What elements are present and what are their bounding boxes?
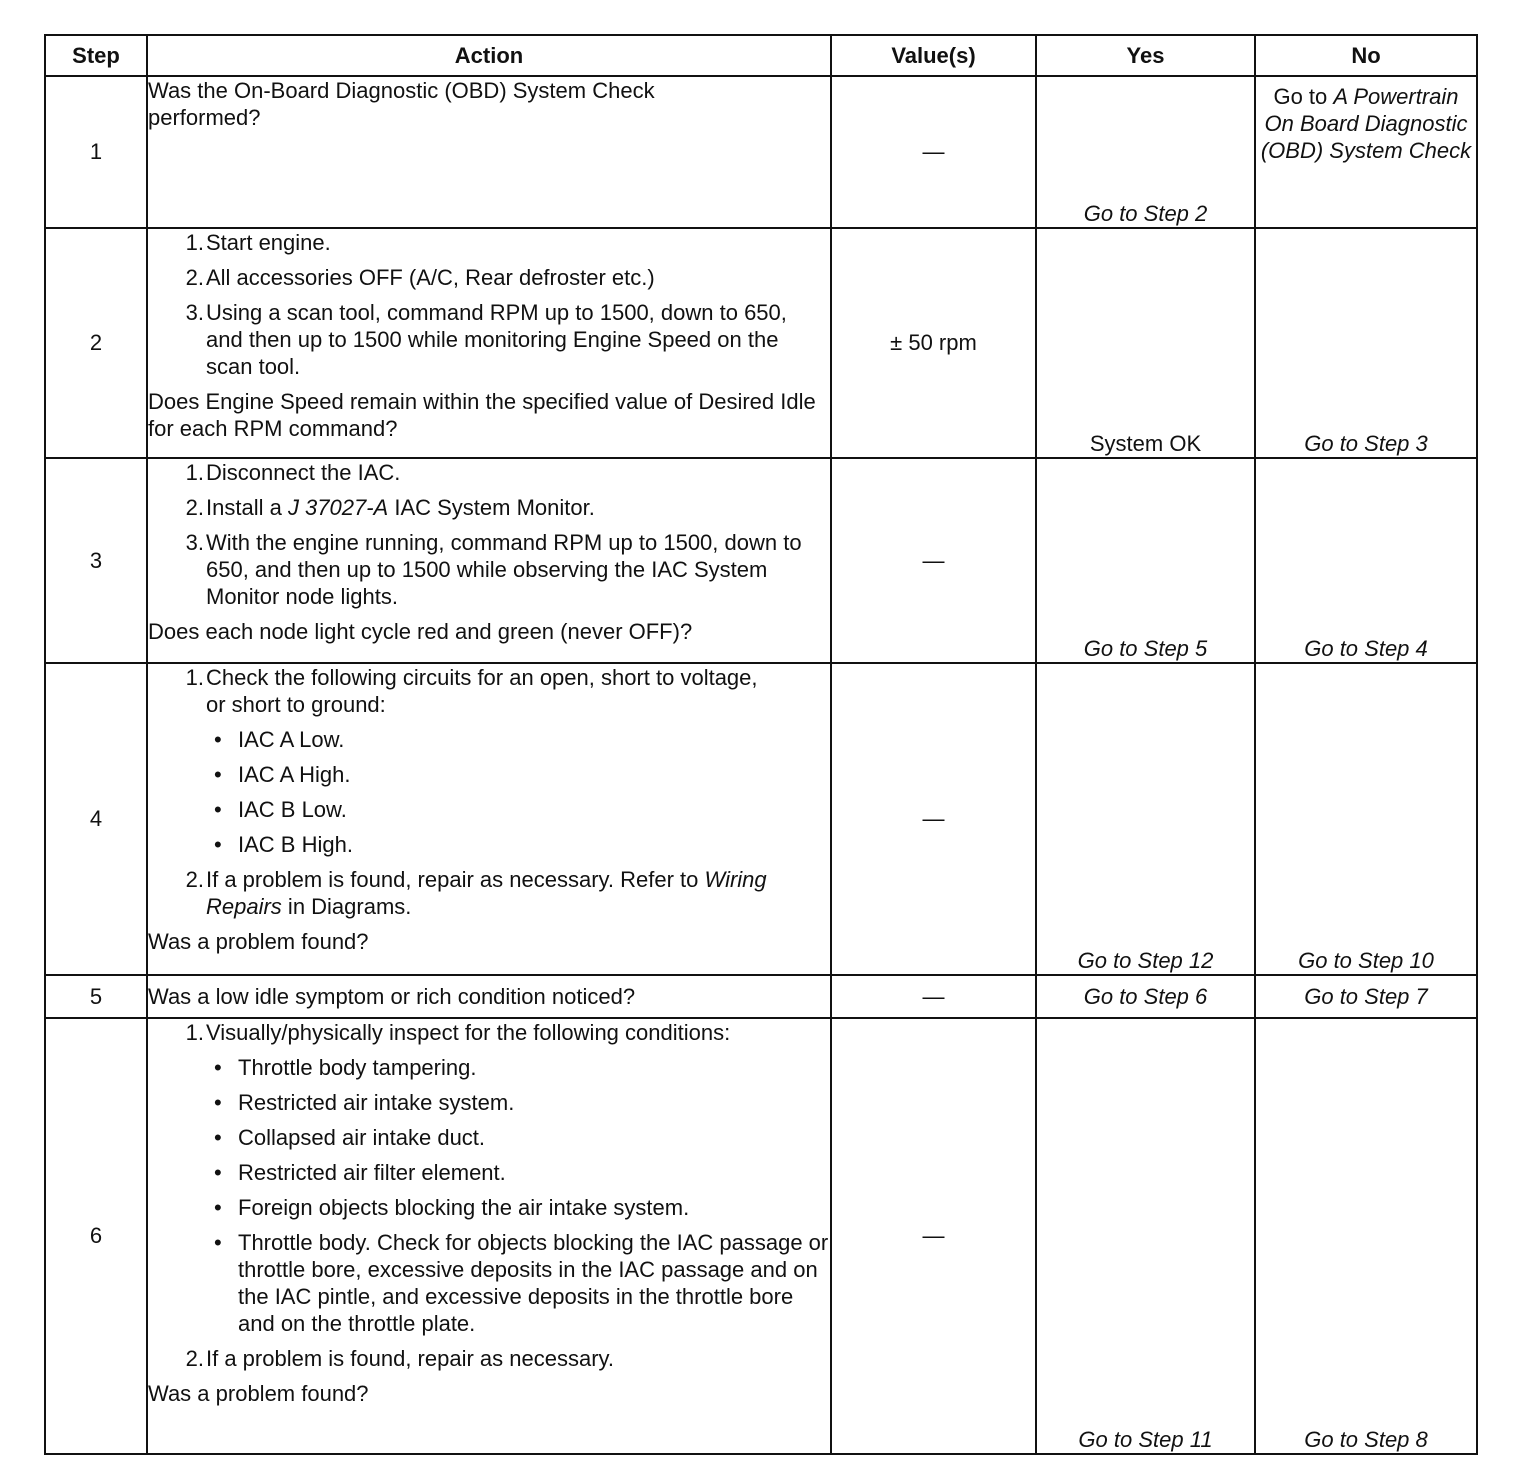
list-item: 1. Disconnect the IAC. [185, 460, 401, 485]
step-number: 5 [45, 975, 147, 1018]
action-cell [147, 228, 831, 458]
list-item: 1. Check the following circuits for an open, short to voltage, or short to ground: [185, 665, 758, 717]
bullet-item: • Restricted air intake system. [214, 1090, 515, 1115]
table-row [45, 975, 1477, 1018]
table-row [45, 76, 1477, 228]
no-cell: Go to Step 3 [1255, 228, 1477, 458]
no-cell: Go to Step 8 [1255, 1018, 1477, 1454]
action-cell [147, 458, 831, 663]
bullet-item: • IAC B High. [214, 832, 353, 857]
table-row [45, 228, 1477, 458]
value-cell: — [831, 76, 1036, 228]
value-cell: — [831, 1018, 1036, 1454]
action-cell [147, 663, 831, 975]
no-cell: Go to Step 4 [1255, 458, 1477, 663]
bullet-item: • Foreign objects blocking the air intake system. [214, 1195, 690, 1220]
list-item: 2. If a problem is found, repair as necessary. Refer to Wiring Repairs in Diagrams. [185, 867, 767, 919]
list-item: 1. Start engine. [185, 230, 331, 255]
step-number: 3 [45, 458, 147, 663]
step-number: 4 [45, 663, 147, 975]
header-step: Step [45, 35, 147, 76]
bullet-item: • IAC A High. [214, 762, 351, 787]
no-prefix: Go to [1273, 84, 1334, 109]
bullet-item: • Throttle body. Check for objects blocking the IAC passage or throttle bore, excessive deposits in the IAC passage and on the IAC pintle, and excessive deposits in the throttle bore and on the throttle plate. [214, 1230, 829, 1336]
table-row [45, 663, 1477, 975]
yes-cell: Go to Step 12 [1036, 663, 1255, 975]
list-item: 2. All accessories OFF (A/C, Rear defroster etc.) [185, 265, 655, 290]
yes-cell: System OK [1036, 228, 1255, 458]
list-item: 3. With the engine running, command RPM up to 1500, down to 650, and then up to 1500 while observing the IAC System Monitor node lights. [185, 530, 802, 609]
bullet-item: • Restricted air filter element. [214, 1160, 506, 1185]
step-number: 1 [45, 76, 147, 228]
step-number: 2 [45, 228, 147, 458]
header-no: No [1255, 35, 1477, 76]
yes-cell: Go to Step 5 [1036, 458, 1255, 663]
tool-reference: J 37027-A [287, 495, 389, 520]
list-item: 2. If a problem is found, repair as necessary. [185, 1346, 615, 1371]
action-cell [147, 1018, 831, 1454]
question-text: Does each node light cycle red and green (never OFF)? [148, 619, 693, 644]
yes-cell: Go to Step 2 [1036, 76, 1255, 228]
question-text: Does Engine Speed remain within the specified value of Desired Idle for each RPM command? [148, 389, 816, 441]
value-cell: — [831, 458, 1036, 663]
question-text: Was a problem found? [148, 929, 369, 954]
no-cell: Go to Step 10 [1255, 663, 1477, 975]
diagnostic-table [44, 34, 1478, 1455]
question-text: Was a low idle symptom or rich condition noticed? [147, 975, 831, 1018]
action-cell [147, 76, 831, 228]
bullet-item: • Throttle body tampering. [214, 1055, 477, 1080]
table-row [45, 458, 1477, 663]
wiring-repairs-reference: Wiring Repairs [206, 867, 767, 919]
step-number: 6 [45, 1018, 147, 1454]
question-text: Was a problem found? [148, 1381, 369, 1406]
bullet-item: • IAC A Low. [214, 727, 345, 752]
header-values: Value(s) [831, 35, 1036, 76]
value-cell: — [831, 975, 1036, 1018]
header-yes: Yes [1036, 35, 1255, 76]
bullet-item: • Collapsed air intake duct. [214, 1125, 486, 1150]
list-item: 2. Install a J 37027-A IAC System Monitor. [185, 495, 595, 520]
no-cell: Go to Step 7 [1255, 975, 1477, 1018]
value-cell: ± 50 rpm [831, 228, 1036, 458]
bullet-item: • IAC B Low. [214, 797, 347, 822]
no-reference: A Powertrain On Board Diagnostic (OBD) System Check [1260, 84, 1472, 163]
list-item: 1. Visually/physically inspect for the following conditions: [185, 1020, 731, 1045]
yes-cell: Go to Step 11 [1036, 1018, 1255, 1454]
no-cell [1255, 76, 1477, 228]
table-row [45, 1018, 1477, 1454]
yes-cell: Go to Step 6 [1036, 975, 1255, 1018]
header-action: Action [147, 35, 831, 76]
list-item: 3. Using a scan tool, command RPM up to 1500, down to 650, and then up to 1500 while monitoring Engine Speed on the scan tool. [185, 300, 787, 379]
header-row [45, 35, 1477, 76]
value-cell: — [831, 663, 1036, 975]
question-text: Was the On-Board Diagnostic (OBD) System Check performed? [148, 78, 655, 130]
